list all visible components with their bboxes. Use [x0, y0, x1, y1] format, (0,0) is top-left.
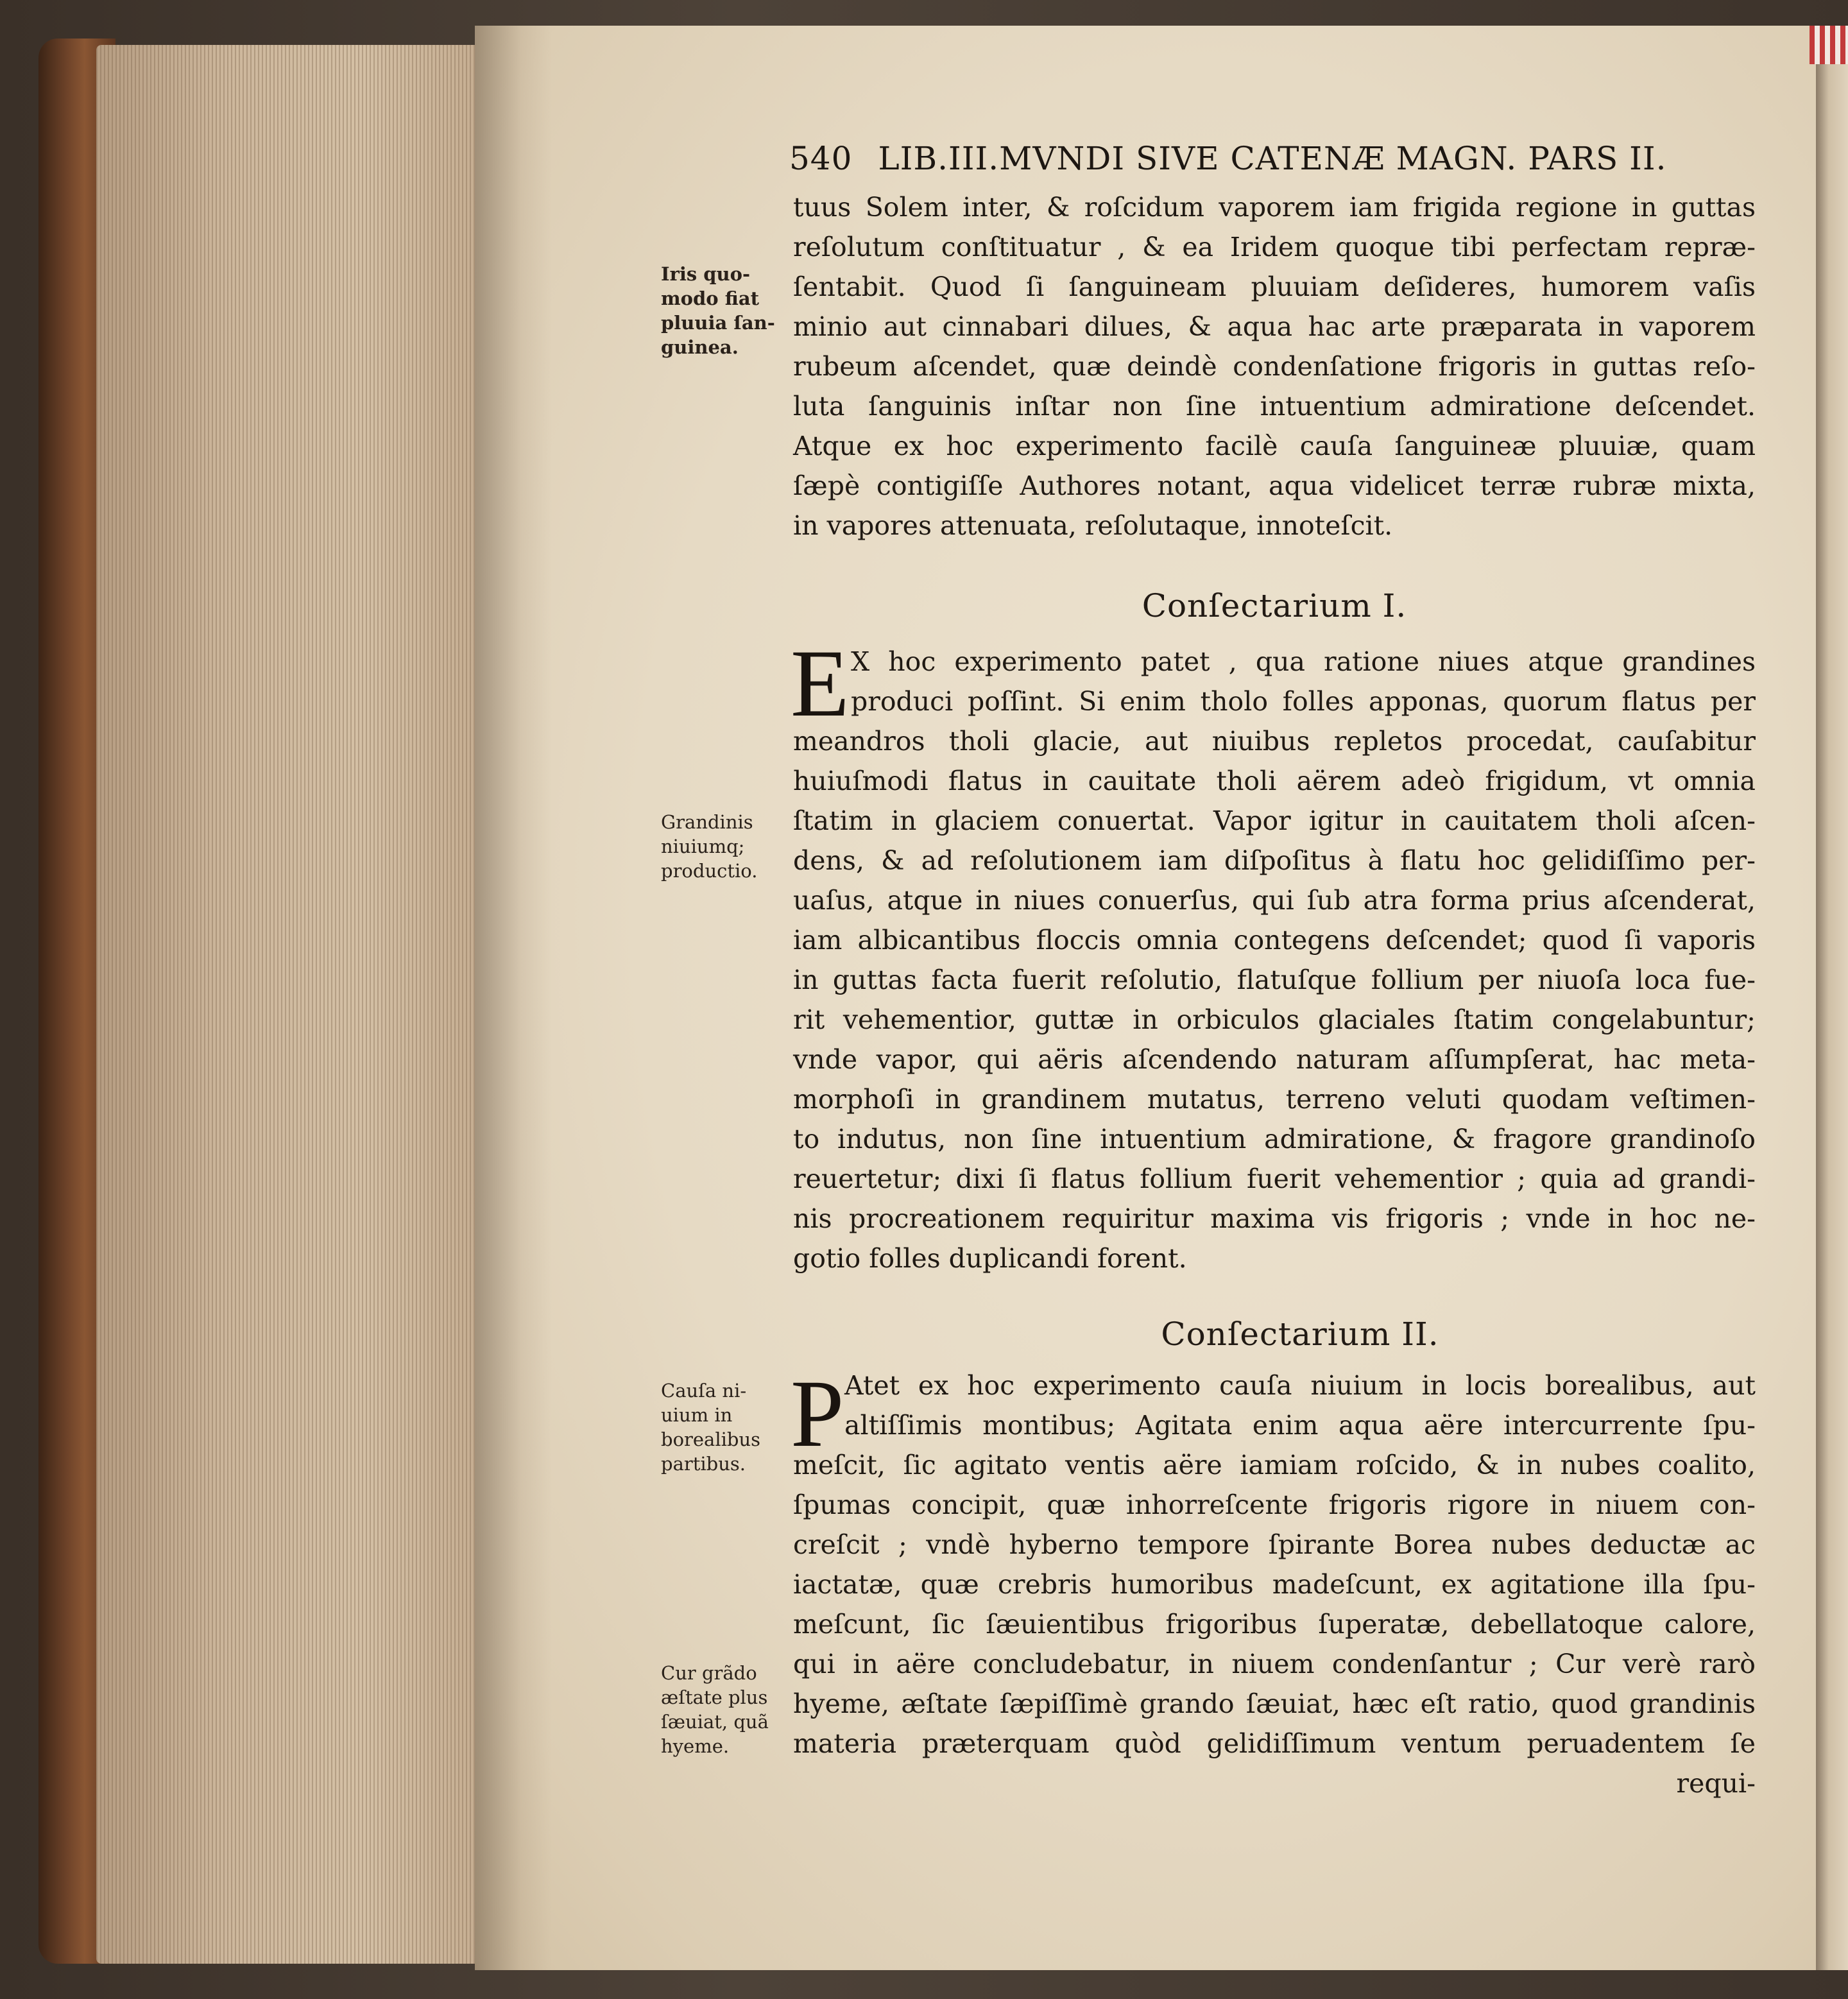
text-line: luta ſanguinis inſtar non ſine intuentium admiratione deſcendet. — [793, 391, 1756, 422]
text-line: minio aut cinnabari dilues, & aqua hac arte præparata in vaporem — [793, 311, 1756, 342]
margin-note-grandinis: Grandinis niuiumq; productio. — [661, 811, 758, 882]
text-line: qui in aëre concludebatur, in niuem condenſantur ; Cur verè rarò — [793, 1649, 1756, 1679]
bookmark-ribbon — [1810, 26, 1848, 64]
text-line: huiuſmodi flatus in cauitate tholi aërem adeò frigidum, vt omnia — [793, 766, 1756, 796]
page-gutter — [475, 26, 552, 1970]
text-line: Atet ex hoc experimento cauſa niuium in locis borealibus, aut — [844, 1370, 1756, 1401]
section-heading-1: Conſectarium I. — [1142, 587, 1407, 624]
section-2-text — [791, 1360, 1756, 1803]
drop-cap-e: E — [791, 630, 850, 737]
text-line: nis procreationem requiritur maxima vis frigoris ; vnde in hoc ne- — [793, 1203, 1756, 1234]
text-line: ſtatim in glaciem conuertat. Vapor igitur in cauitatem tholi aſcen- — [793, 805, 1756, 836]
intro-paragraph — [793, 187, 1756, 545]
margin-note-causa: Cauſa ni- uium in borealibus partibus. — [661, 1380, 761, 1475]
text-line: produci poſſint. Si enim tholo folles apponas, quorum flatus per — [851, 686, 1756, 717]
margin-note-cur: Cur grãdo æſtate plus ſæuiat, quã hyeme. — [661, 1662, 769, 1757]
text-line: creſcit ; vndè hyberno tempore ſpirante Borea nubes deductæ ac — [793, 1529, 1756, 1560]
text-line: altiſſimis montibus; Agitata enim aqua aëre intercurrente ſpu- — [844, 1410, 1756, 1441]
drop-cap-p: P — [791, 1360, 844, 1467]
text-line: meandros tholi glacie, aut niuibus repletos procedat, cauſabitur — [793, 726, 1756, 757]
text-line: meſcit, ſic agitato ventis aëre iamiam roſcido, & in nubes coalito, — [793, 1450, 1756, 1480]
margin-note-iris: Iris quo- modo fiat pluuia ſan- guinea. — [661, 263, 775, 358]
text-line: morphoſi in grandinem mutatus, terreno veluti quodam veſtimen- — [793, 1084, 1756, 1115]
text-line: dens, & ad reſolutionem iam diſpoſitus à flatu hoc gelidiſſimo per- — [793, 845, 1756, 876]
next-leaf-edge — [1816, 26, 1848, 1970]
text-line: iam albicantibus floccis omnia contegens deſcendet; quod ſi vaporis — [793, 925, 1756, 956]
text-line: hyeme, æſtate ſæpiſſimè grando ſæuiat, hæc eſt ratio, quod grandinis — [793, 1688, 1756, 1719]
text-line: rit vehementior, guttæ in orbiculos glaciales ſtatim congelabuntur; — [793, 1004, 1756, 1035]
text-line: tuus Solem inter, & roſcidum vaporem iam frigida regione in guttas — [793, 192, 1756, 223]
text-line: reuertetur; dixi ſi flatus follium fuerit vehementior ; quia ad grandi- — [793, 1163, 1756, 1194]
section-1-text — [793, 642, 1756, 1278]
text-line: gotio folles duplicandi forent. — [793, 1243, 1187, 1274]
text-line: in guttas facta fuerit reſolutio, flatuſque follium per niuoſa loca fue- — [793, 965, 1756, 995]
page-number: 540 — [789, 140, 853, 177]
text-line: X hoc experimento patet , qua ratione niues atque grandines — [851, 646, 1756, 677]
page-edges — [96, 45, 475, 1964]
running-head — [789, 140, 1726, 177]
catchword: requi- — [1676, 1768, 1756, 1799]
text-line: ſæpè contigiſſe Authores notant, aqua videlicet terræ rubræ mixta, — [793, 470, 1756, 501]
text-line: materia præterquam quòd gelidiſſimum ventum peruadentem ſe — [793, 1728, 1756, 1759]
text-line: meſcunt, ſic ſæuientibus frigoribus ſuperatæ, debellatoque calore, — [793, 1609, 1756, 1640]
text-line: reſolutum conſtituatur , & ea Iridem quoque tibi perfectam repræ- — [793, 232, 1756, 262]
text-line: iactatæ, quæ crebris humoribus madeſcunt, ex agitatione illa ſpu- — [793, 1569, 1756, 1600]
text-line: ſentabit. Quod ſi ſanguineam pluuiam deſideres, humorem vaſis — [793, 271, 1756, 302]
text-line: vnde vapor, qui aëris aſcendendo naturam aſſumpſerat, hac meta- — [793, 1044, 1756, 1075]
text-line: uaſus, atque in niues conuerſus, qui ſub atra forma prius aſcenderat, — [793, 885, 1756, 916]
running-title: LIB.III.MVNDI SIVE CATENÆ MAGN. PARS II. — [878, 140, 1667, 177]
section-heading-2: Conſectarium II. — [1161, 1316, 1439, 1353]
text-line: Atque ex hoc experimento facilè cauſa ſanguineæ pluuiæ, quam — [793, 431, 1756, 461]
text-line: ſpumas concipit, quæ inhorreſcente frigoris rigore in niuem con- — [793, 1489, 1756, 1520]
text-line: to indutus, non ſine intuentium admiratione, & fragore grandinoſo — [793, 1124, 1756, 1154]
text-line: in vapores attenuata, reſolutaque, innoteſcit. — [793, 510, 1393, 541]
text-line: rubeum aſcendet, quæ deindè condenſatione frigoris in guttas reſo- — [793, 351, 1756, 382]
